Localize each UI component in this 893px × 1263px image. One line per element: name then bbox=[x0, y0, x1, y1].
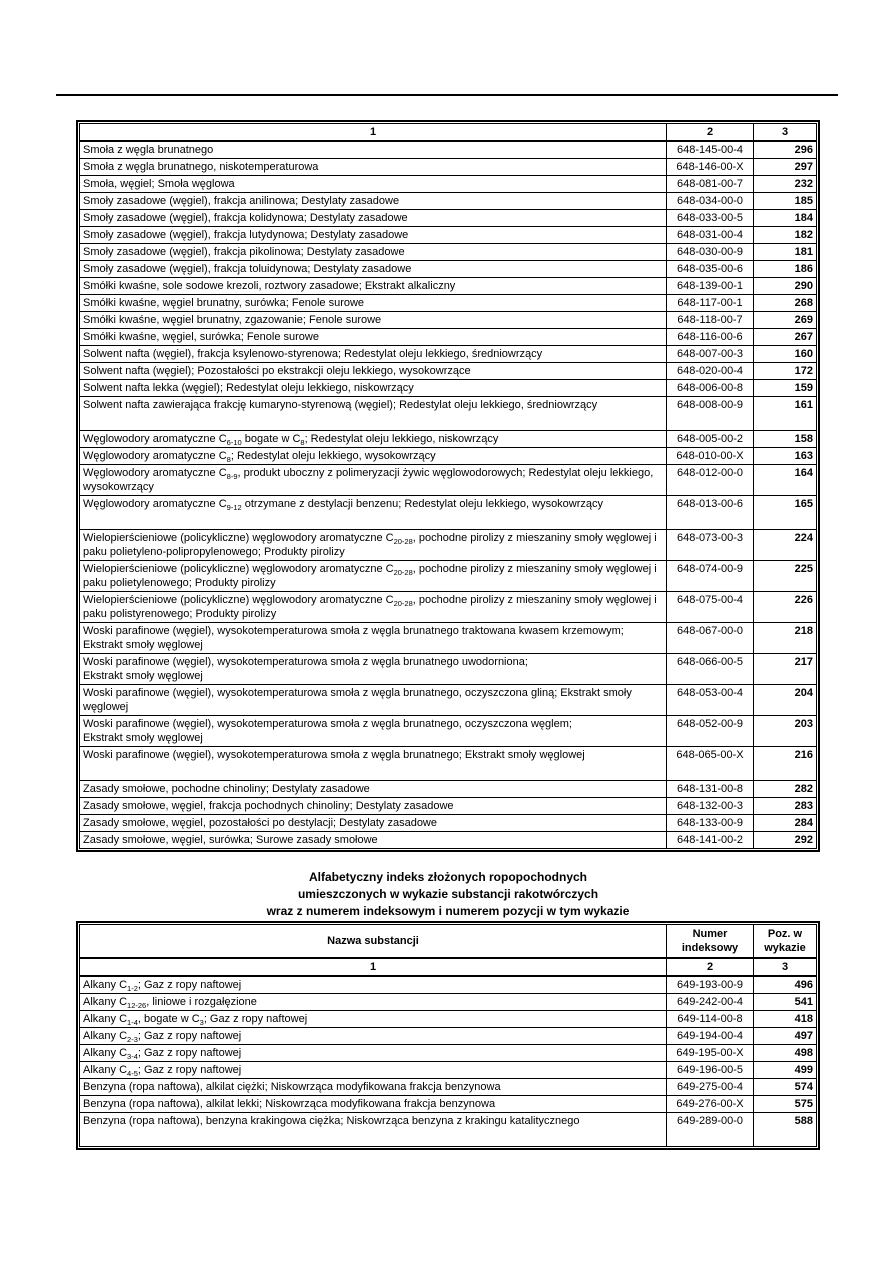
substance-name-cell: Woski parafinowe (węgiel), wysokotemperaturowa smoła z węgla brunatnego traktowana kwasem krzemowym; Ekstrakt smoły węglowej bbox=[80, 623, 667, 654]
table-row bbox=[80, 815, 817, 832]
index-number-cell: 649-195-00-X bbox=[667, 1045, 754, 1062]
substance-name-cell: Zasady smołowe, węgiel, pozostałości po destylacji; Destylaty zasadowe bbox=[80, 815, 667, 832]
col-header-2: 2 bbox=[667, 958, 754, 976]
index-number-cell: 649-289-00-0 bbox=[667, 1113, 754, 1147]
column-number-header-row bbox=[80, 124, 817, 142]
table-row bbox=[80, 832, 817, 849]
position-cell: 163 bbox=[754, 448, 817, 465]
substance-name-cell: Smoły zasadowe (węgiel), frakcja lutydynowa; Destylaty zasadowe bbox=[80, 227, 667, 244]
table-row bbox=[80, 798, 817, 815]
substance-name-cell: Smoła z węgla brunatnego, niskotemperaturowa bbox=[80, 159, 667, 176]
substance-name-cell: Zasady smołowe, węgiel, surówka; Surowe zasady smołowe bbox=[80, 832, 667, 849]
table-row bbox=[80, 448, 817, 465]
substance-name-cell: Smółki kwaśne, węgiel, surówka; Fenole surowe bbox=[80, 329, 667, 346]
position-cell: 226 bbox=[754, 592, 817, 623]
table-row bbox=[80, 380, 817, 397]
position-cell: 232 bbox=[754, 176, 817, 193]
index-number-cell: 648-053-00-4 bbox=[667, 685, 754, 716]
substance-name-cell: Zasady smołowe, węgiel, frakcja pochodnych chinoliny; Destylaty zasadowe bbox=[80, 798, 667, 815]
index-number-cell: 648-065-00-X bbox=[667, 747, 754, 781]
header-rule bbox=[56, 94, 838, 96]
table-row bbox=[80, 176, 817, 193]
position-cell: 225 bbox=[754, 561, 817, 592]
table-row bbox=[80, 623, 817, 654]
substance-name-cell: Zasady smołowe, pochodne chinoliny; Destylaty zasadowe bbox=[80, 781, 667, 798]
index-number-cell: 648-146-00-X bbox=[667, 159, 754, 176]
table-row bbox=[80, 278, 817, 295]
table-row bbox=[80, 1045, 817, 1062]
substance-name-cell: Wielopierścieniowe (policykliczne) węglowodory aromatyczne $C_{20-28}$, pochodne pirolizy z mieszaniny smoły węglowej i paku polietyleno-polipropylenowego; Produkty pirolizy bbox=[80, 530, 667, 561]
substance-name-cell: Benzyna (ropa naftowa), alkilat lekki; Niskowrząca modyfikowana frakcja benzynowa bbox=[80, 1096, 667, 1113]
substance-name-cell: Wielopierścieniowe (policykliczne) węglowodory aromatyczne $C_{20-28}$, pochodne pirolizy z mieszaniny smoły węglowej i paku polistyrenowego; Produkty pirolizy bbox=[80, 592, 667, 623]
position-cell: 161 bbox=[754, 397, 817, 431]
substance-name-cell: Węglowodory aromatyczne $C_{8-9}$, produkt uboczny z polimeryzacji żywic węglowodorowych; Redestylat oleju lekkiego, wysokowrzący bbox=[80, 465, 667, 496]
position-cell: 216 bbox=[754, 747, 817, 781]
substance-name-cell: Węglowodory aromatyczne $C_{9-12}$ otrzymane z destylacji benzenu; Redestylat oleju lekkiego, wysokowrzący bbox=[80, 496, 667, 530]
index-number-cell: 648-117-00-1 bbox=[667, 295, 754, 312]
index-number-cell: 648-005-00-2 bbox=[667, 431, 754, 448]
table-row bbox=[80, 1079, 817, 1096]
index-number-cell: 648-052-00-9 bbox=[667, 716, 754, 747]
table-row bbox=[80, 261, 817, 278]
table-row bbox=[80, 1028, 817, 1045]
position-cell: 159 bbox=[754, 380, 817, 397]
position-cell: 203 bbox=[754, 716, 817, 747]
table-row bbox=[80, 781, 817, 798]
position-cell: 541 bbox=[754, 994, 817, 1011]
table-row bbox=[80, 561, 817, 592]
index-number-cell: 648-034-00-0 bbox=[667, 193, 754, 210]
index-number-cell: 648-118-00-7 bbox=[667, 312, 754, 329]
table-row bbox=[80, 210, 817, 227]
position-cell: 499 bbox=[754, 1062, 817, 1079]
table-row bbox=[80, 592, 817, 623]
substance-name-cell: Solwent nafta (węgiel), frakcja ksylenowo-styrenowa; Redestylat oleju lekkiego, średniowrzący bbox=[80, 346, 667, 363]
table-row bbox=[80, 1113, 817, 1147]
index-number-cell: 648-131-00-8 bbox=[667, 781, 754, 798]
table-row bbox=[80, 141, 817, 159]
substance-name-cell: Wielopierścieniowe (policykliczne) węglowodory aromatyczne $C_{20-28}$, pochodne pirolizy z mieszaniny smoły węglowej i paku polietylenowego; Produkty pirolizy bbox=[80, 561, 667, 592]
table-row bbox=[80, 1011, 817, 1028]
substance-name-cell: Solwent nafta zawierająca frakcję kumaryno-styrenową (węgiel); Redestylat oleju lekkiego, średniowrzący bbox=[80, 397, 667, 431]
position-cell: 172 bbox=[754, 363, 817, 380]
substance-name-cell: Woski parafinowe (węgiel), wysokotemperaturowa smoła z węgla brunatnego, oczyszczona węglem; Ekstrakt smoły węglowej bbox=[80, 716, 667, 747]
substance-name-cell: Woski parafinowe (węgiel), wysokotemperaturowa smoła z węgla brunatnego, oczyszczona gliną; Ekstrakt smoły węglowej bbox=[80, 685, 667, 716]
table-row bbox=[80, 994, 817, 1011]
index-number-cell: 649-193-00-9 bbox=[667, 976, 754, 994]
table-row bbox=[80, 1096, 817, 1113]
index-number-cell: 648-081-00-7 bbox=[667, 176, 754, 193]
table-row bbox=[80, 295, 817, 312]
table-row bbox=[80, 397, 817, 431]
position-cell: 297 bbox=[754, 159, 817, 176]
position-cell: 186 bbox=[754, 261, 817, 278]
substance-name-cell: Alkany $C_{2-3}$; Gaz z ropy naftowej bbox=[80, 1028, 667, 1045]
index-number-cell: 648-008-00-9 bbox=[667, 397, 754, 431]
col-header-3: 3 bbox=[754, 124, 817, 142]
position-cell: 588 bbox=[754, 1113, 817, 1147]
index-number-cell: 648-139-00-1 bbox=[667, 278, 754, 295]
index-number-cell: 648-030-00-9 bbox=[667, 244, 754, 261]
substance-name-cell: Smoły zasadowe (węgiel), frakcja pikolinowa; Destylaty zasadowe bbox=[80, 244, 667, 261]
col-header-3: 3 bbox=[754, 958, 817, 976]
column-number-header-row bbox=[80, 958, 817, 976]
column-title-header-row bbox=[80, 925, 817, 959]
position-cell: 269 bbox=[754, 312, 817, 329]
position-cell: 497 bbox=[754, 1028, 817, 1045]
index-number-cell: 648-012-00-0 bbox=[667, 465, 754, 496]
substance-name-cell: Alkany $C_{3-4}$; Gaz z ropy naftowej bbox=[80, 1045, 667, 1062]
substance-name-cell: Woski parafinowe (węgiel), wysokotemperaturowa smoła z węgla brunatnego; Ekstrakt smoły węglowej bbox=[80, 747, 667, 781]
position-cell: 217 bbox=[754, 654, 817, 685]
substance-name-cell: Smółki kwaśne, sole sodowe krezoli, roztwory zasadowe; Ekstrakt alkaliczny bbox=[80, 278, 667, 295]
index-number-cell: 648-013-00-6 bbox=[667, 496, 754, 530]
index-number-cell: 649-276-00-X bbox=[667, 1096, 754, 1113]
index-number-cell: 649-242-00-4 bbox=[667, 994, 754, 1011]
substance-name-cell: Smoły zasadowe (węgiel), frakcja anilinowa; Destylaty zasadowe bbox=[80, 193, 667, 210]
index-number-cell: 648-066-00-5 bbox=[667, 654, 754, 685]
position-cell: 160 bbox=[754, 346, 817, 363]
table-row bbox=[80, 654, 817, 685]
substance-name-cell: Węglowodory aromatyczne $C_{6-10}$ bogate w $C_8$; Redestylat oleju lekkiego, niskowrzący bbox=[80, 431, 667, 448]
table-row bbox=[80, 431, 817, 448]
col-header-2: 2 bbox=[667, 124, 754, 142]
table-row bbox=[80, 685, 817, 716]
index-number-cell: 648-067-00-0 bbox=[667, 623, 754, 654]
position-cell: 290 bbox=[754, 278, 817, 295]
table-row bbox=[80, 312, 817, 329]
position-cell: 418 bbox=[754, 1011, 817, 1028]
position-cell: 574 bbox=[754, 1079, 817, 1096]
index-number-cell: 648-010-00-X bbox=[667, 448, 754, 465]
heading-line-2: umieszczonych w wykazie substancji rakotwórczych bbox=[297, 887, 599, 901]
index-number-cell: 649-275-00-4 bbox=[667, 1079, 754, 1096]
position-cell: 498 bbox=[754, 1045, 817, 1062]
position-cell: 181 bbox=[754, 244, 817, 261]
table-row bbox=[80, 159, 817, 176]
table-row bbox=[80, 716, 817, 747]
heading-line-3: wraz z numerem indeksowym i numerem pozycji w tym wykazie bbox=[266, 904, 630, 918]
col-header-1: 1 bbox=[80, 958, 667, 976]
index-number-cell: 648-033-00-5 bbox=[667, 210, 754, 227]
index-number-cell: 648-073-00-3 bbox=[667, 530, 754, 561]
table-row bbox=[80, 530, 817, 561]
position-cell: 185 bbox=[754, 193, 817, 210]
substance-name-cell: Smoły zasadowe (węgiel), frakcja toluidynowa; Destylaty zasadowe bbox=[80, 261, 667, 278]
table-row bbox=[80, 747, 817, 781]
position-cell: 292 bbox=[754, 832, 817, 849]
position-cell: 182 bbox=[754, 227, 817, 244]
substance-name-cell: Alkany $C_{12-26}$, liniowe i rozgałęzione bbox=[80, 994, 667, 1011]
substance-name-cell: Smoły zasadowe (węgiel), frakcja kolidynowa; Destylaty zasadowe bbox=[80, 210, 667, 227]
index-number-cell: 648-145-00-4 bbox=[667, 141, 754, 159]
position-header: Poz. w wykazie bbox=[754, 925, 817, 959]
position-cell: 164 bbox=[754, 465, 817, 496]
substance-name-cell: Woski parafinowe (węgiel), wysokotemperaturowa smoła z węgla brunatnego uwodorniona; Ekstrakt smoły węglowej bbox=[80, 654, 667, 685]
table-row bbox=[80, 496, 817, 530]
index-number-cell: 649-114-00-8 bbox=[667, 1011, 754, 1028]
heading-line-1: Alfabetyczny indeks złożonych ropopochodnych bbox=[308, 870, 588, 884]
index-number-cell: 648-020-00-4 bbox=[667, 363, 754, 380]
index-number-cell: 648-141-00-2 bbox=[667, 832, 754, 849]
index-number-cell: 648-035-00-6 bbox=[667, 261, 754, 278]
substance-name-header: Nazwa substancji bbox=[80, 925, 667, 959]
position-cell: 165 bbox=[754, 496, 817, 530]
substance-name-cell: Solwent nafta lekka (węgiel); Redestylat oleju lekkiego, niskowrzący bbox=[80, 380, 667, 397]
position-cell: 283 bbox=[754, 798, 817, 815]
coal-substances-table-grid bbox=[79, 123, 817, 849]
table-row bbox=[80, 976, 817, 994]
substance-name-cell: Alkany $C_{4-5}$; Gaz z ropy naftowej bbox=[80, 1062, 667, 1079]
substance-name-cell: Smółki kwaśne, węgiel brunatny, surówka; Fenole surowe bbox=[80, 295, 667, 312]
substance-name-cell: Solwent nafta (węgiel); Pozostałości po ekstrakcji oleju lekkiego, wysokowrzące bbox=[80, 363, 667, 380]
table-row bbox=[80, 346, 817, 363]
index-number-cell: 649-194-00-4 bbox=[667, 1028, 754, 1045]
substance-name-cell: Smółki kwaśne, węgiel brunatny, zgazowanie; Fenole surowe bbox=[80, 312, 667, 329]
table-row bbox=[80, 329, 817, 346]
substance-name-cell: Smoła z węgla brunatnego bbox=[80, 141, 667, 159]
index-number-cell: 648-006-00-8 bbox=[667, 380, 754, 397]
index-number-cell: 648-031-00-4 bbox=[667, 227, 754, 244]
substance-name-cell: Benzyna (ropa naftowa), alkilat ciężki; Niskowrząca modyfikowana frakcja benzynowa bbox=[80, 1079, 667, 1096]
section-heading bbox=[76, 869, 820, 920]
position-cell: 218 bbox=[754, 623, 817, 654]
substance-name-cell: Węglowodory aromatyczne $C_8$; Redestylat oleju lekkiego, wysokowrzący bbox=[80, 448, 667, 465]
table-row bbox=[80, 465, 817, 496]
position-cell: 204 bbox=[754, 685, 817, 716]
index-number-cell: 648-075-00-4 bbox=[667, 592, 754, 623]
position-cell: 575 bbox=[754, 1096, 817, 1113]
substance-name-cell: Alkany $C_{1-2}$; Gaz z ropy naftowej bbox=[80, 976, 667, 994]
position-cell: 158 bbox=[754, 431, 817, 448]
index-number-cell: 648-116-00-6 bbox=[667, 329, 754, 346]
index-number-cell: 648-133-00-9 bbox=[667, 815, 754, 832]
position-cell: 224 bbox=[754, 530, 817, 561]
col-header-1: 1 bbox=[80, 124, 667, 142]
table-row bbox=[80, 244, 817, 261]
substance-name-cell: Smoła, węgiel; Smoła węglowa bbox=[80, 176, 667, 193]
position-cell: 268 bbox=[754, 295, 817, 312]
position-cell: 284 bbox=[754, 815, 817, 832]
index-number-cell: 649-196-00-5 bbox=[667, 1062, 754, 1079]
table-row bbox=[80, 193, 817, 210]
position-cell: 267 bbox=[754, 329, 817, 346]
index-number-cell: 648-074-00-9 bbox=[667, 561, 754, 592]
position-cell: 296 bbox=[754, 141, 817, 159]
position-cell: 282 bbox=[754, 781, 817, 798]
table-row bbox=[80, 227, 817, 244]
position-cell: 184 bbox=[754, 210, 817, 227]
table-row bbox=[80, 1062, 817, 1079]
table-row bbox=[80, 363, 817, 380]
coal-substances-table bbox=[76, 120, 820, 852]
position-cell: 496 bbox=[754, 976, 817, 994]
substance-name-cell: Alkany $C_{1-4}$, bogate w $C_3$; Gaz z ropy naftowej bbox=[80, 1011, 667, 1028]
index-number-header: Numer indeksowy bbox=[667, 925, 754, 959]
petroleum-substances-table bbox=[76, 921, 820, 1150]
substance-name-cell: Benzyna (ropa naftowa), benzyna krakingowa ciężka; Niskowrząca benzyna z krakingu katalitycznego bbox=[80, 1113, 667, 1147]
petroleum-substances-table-grid bbox=[79, 924, 817, 1147]
index-number-cell: 648-132-00-3 bbox=[667, 798, 754, 815]
index-number-cell: 648-007-00-3 bbox=[667, 346, 754, 363]
